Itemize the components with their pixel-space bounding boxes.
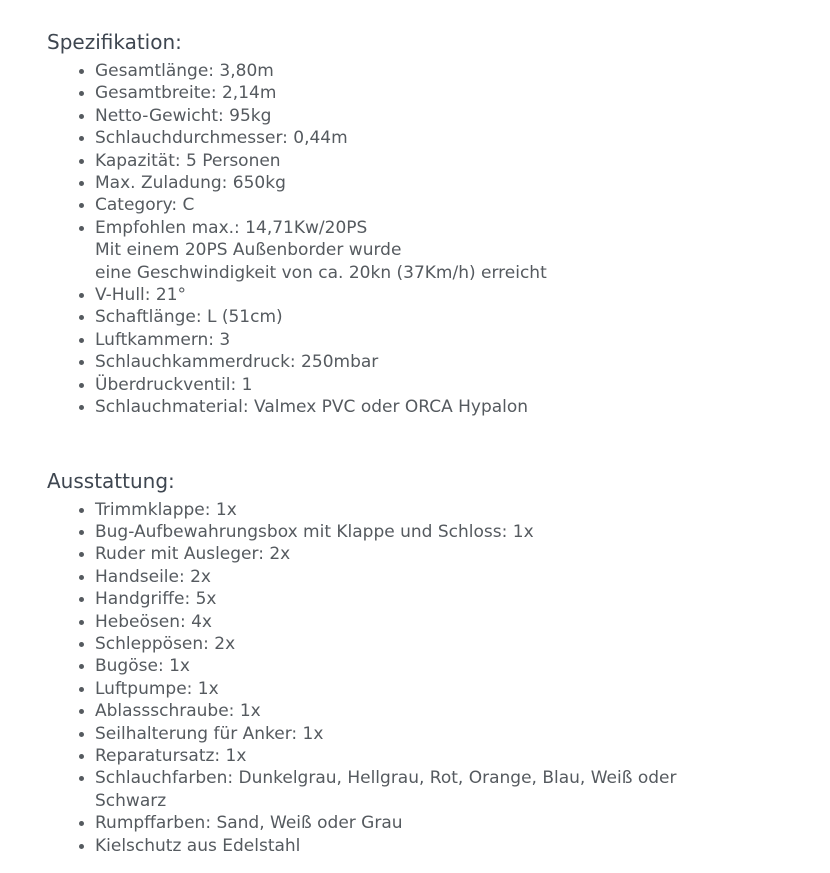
list-item (79, 499, 810, 521)
spec-list (47, 499, 810, 858)
item-line: Schlauchfarben: Dunkelgrau, Hellgrau, Rot, Orange, Blau, Weiß oder (95, 768, 677, 789)
bullet-icon (79, 821, 84, 826)
bullet-icon (79, 844, 84, 849)
list-item (79, 633, 810, 655)
item-text (95, 700, 810, 722)
item-line: Ablassschraube: 1x (95, 701, 261, 722)
item-line: Max. Zuladung: 650kg (95, 173, 286, 194)
list-item (79, 60, 810, 82)
item-line: Handseile: 2x (95, 566, 211, 587)
list-item (79, 351, 810, 373)
bullet-icon (79, 226, 84, 231)
item-text (95, 812, 810, 834)
item-text (95, 835, 810, 857)
item-line: Bug-Aufbewahrungsbox mit Klappe und Schloss: 1x (95, 521, 534, 542)
item-line: Empfohlen max.: 14,71Kw/20PS (95, 217, 368, 238)
bullet-icon (79, 552, 84, 557)
section-spezifikation (47, 30, 810, 419)
item-line: Ruder mit Ausleger: 2x (95, 544, 291, 565)
bullet-icon (79, 338, 84, 343)
item-text (95, 374, 810, 396)
list-item (79, 835, 810, 857)
list-item (79, 150, 810, 172)
bullet-icon (79, 754, 84, 759)
item-line: Category: C (95, 195, 195, 216)
list-item (79, 543, 810, 565)
item-text (95, 194, 810, 216)
bullet-icon (79, 575, 84, 580)
bullet-icon (79, 405, 84, 410)
item-line: Trimmklappe: 1x (95, 499, 237, 520)
item-line: Schleppösen: 2x (95, 633, 236, 654)
item-line: eine Geschwindigkeit von ca. 20kn (37Km/h) erreicht (95, 262, 547, 283)
item-line: Schwarz (95, 790, 167, 811)
item-text (95, 217, 810, 284)
item-text (95, 127, 810, 149)
item-line: Bugöse: 1x (95, 656, 190, 677)
list-item (79, 396, 810, 418)
bullet-icon (79, 91, 84, 96)
list-item (79, 521, 810, 543)
bullet-icon (79, 315, 84, 320)
item-line: Schlauchdurchmesser: 0,44m (95, 128, 348, 149)
list-item (79, 127, 810, 149)
list-item (79, 723, 810, 745)
item-line: Seilhalterung für Anker: 1x (95, 723, 324, 744)
item-line: Kielschutz aus Edelstahl (95, 835, 301, 856)
item-line: Netto-Gewicht: 95kg (95, 105, 272, 126)
list-item (79, 655, 810, 677)
item-text (95, 566, 810, 588)
item-text (95, 745, 810, 767)
list-item (79, 566, 810, 588)
bullet-icon (79, 203, 84, 208)
item-text (95, 723, 810, 745)
item-line: Luftpumpe: 1x (95, 678, 219, 699)
list-item (79, 284, 810, 306)
item-text (95, 284, 810, 306)
item-line: Gesamtbreite: 2,14m (95, 83, 277, 104)
item-text (95, 678, 810, 700)
item-text (95, 611, 810, 633)
list-item (79, 217, 810, 284)
list-item (79, 306, 810, 328)
bullet-icon (79, 620, 84, 625)
item-line: Überdruckventil: 1 (95, 374, 253, 395)
bullet-icon (79, 69, 84, 74)
list-item (79, 611, 810, 633)
list-item (79, 745, 810, 767)
item-text (95, 521, 810, 543)
item-line: Luftkammern: 3 (95, 329, 231, 350)
item-line: Mit einem 20PS Außenborder wurde (95, 240, 402, 261)
bullet-icon (79, 293, 84, 298)
section-title: Spezifikation: (47, 30, 182, 54)
item-line: V-Hull: 21° (95, 285, 187, 306)
bullet-icon (79, 642, 84, 647)
item-line: Schlauchmaterial: Valmex PVC oder ORCA Hypalon (95, 397, 529, 418)
bullet-icon (79, 159, 84, 164)
item-text (95, 172, 810, 194)
item-line: Rumpffarben: Sand, Weiß oder Grau (95, 813, 403, 834)
item-line: Handgriffe: 5x (95, 589, 217, 610)
item-line: Hebeösen: 4x (95, 611, 212, 632)
item-line: Kapazität: 5 Personen (95, 150, 281, 171)
item-text (95, 351, 810, 373)
bullet-icon (79, 508, 84, 513)
list-item (79, 588, 810, 610)
bullet-icon (79, 664, 84, 669)
item-line: Schaftlänge: L (51cm) (95, 307, 283, 328)
item-text (95, 588, 810, 610)
list-item (79, 82, 810, 104)
bullet-icon (79, 181, 84, 186)
section-title: Ausstattung: (47, 468, 175, 493)
list-item (79, 678, 810, 700)
list-item (79, 767, 810, 812)
bullet-icon (79, 732, 84, 737)
item-line: Schlauchkammerdruck: 250mbar (95, 352, 379, 373)
list-item (79, 105, 810, 127)
item-line: Reparatursatz: 1x (95, 745, 247, 766)
spec-list (47, 60, 810, 419)
section-ausstattung (47, 469, 810, 858)
item-text (95, 633, 810, 655)
bullet-icon (79, 776, 84, 781)
item-text (95, 499, 810, 521)
bullet-icon (79, 530, 84, 535)
item-text (95, 105, 810, 127)
list-item (79, 812, 810, 834)
item-text (95, 306, 810, 328)
item-text (95, 396, 810, 418)
bullet-icon (79, 687, 84, 692)
item-text (95, 329, 810, 351)
item-text (95, 82, 810, 104)
list-item (79, 700, 810, 722)
bullet-icon (79, 136, 84, 141)
list-item (79, 194, 810, 216)
item-text (95, 150, 810, 172)
item-text (95, 655, 810, 677)
bullet-icon (79, 597, 84, 602)
list-item (79, 172, 810, 194)
bullet-icon (79, 360, 84, 365)
bullet-icon (79, 709, 84, 714)
bullet-icon (79, 114, 84, 119)
list-item (79, 374, 810, 396)
list-item (79, 329, 810, 351)
item-text (95, 543, 810, 565)
item-line: Gesamtlänge: 3,80m (95, 61, 274, 81)
item-text (95, 767, 810, 812)
item-text (95, 60, 810, 82)
bullet-icon (79, 383, 84, 388)
